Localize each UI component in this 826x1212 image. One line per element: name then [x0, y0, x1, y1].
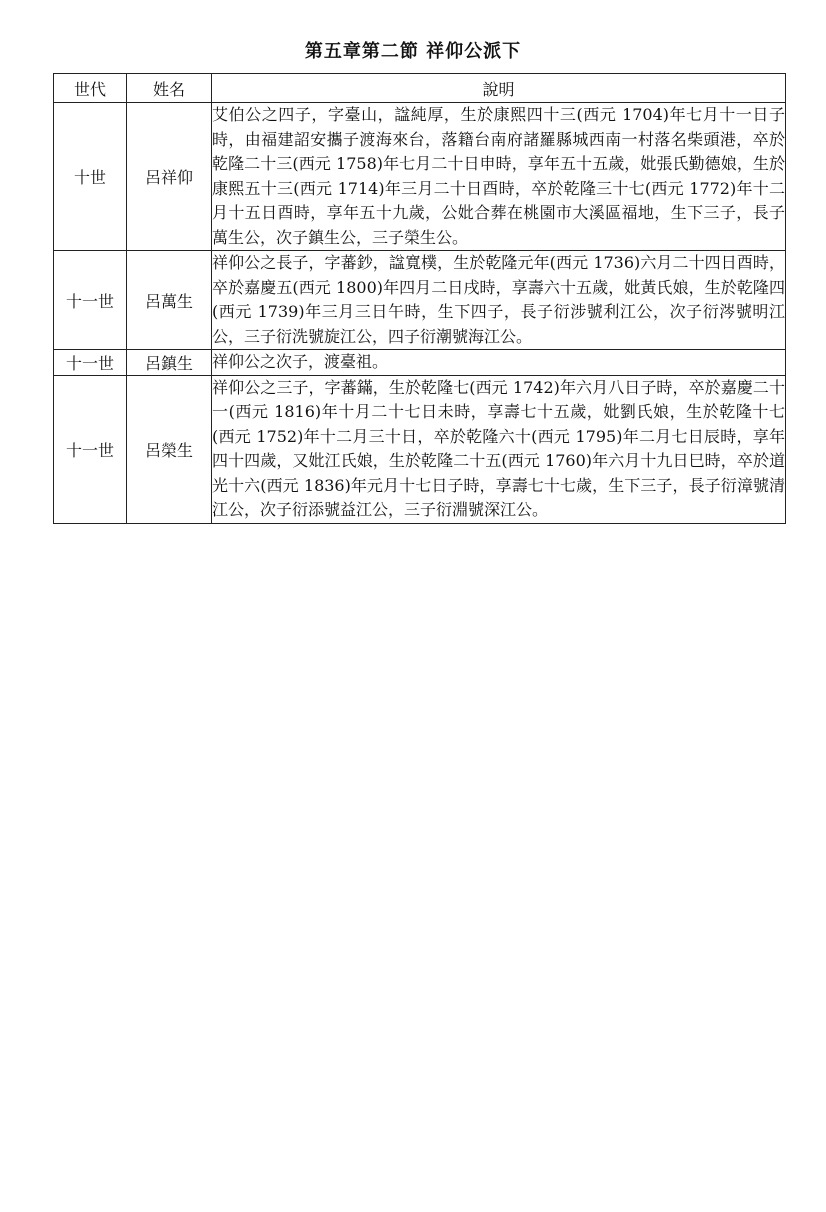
section-title: 第五章第二節 祥仰公派下 [304, 41, 522, 62]
description-cell: 祥仰公之長子，字蕃鈔，諡寬樸，生於乾隆元年(西元 1736)六月二十四日酉時，卒於嘉慶五(西元 1800)年四月二日戌時，享壽六十五歲，妣黃氏娘，生於乾隆四(西元 1739)年三月三日午時，生下四子，長子衍涉號利江公，次子衍涔號明江公，三子衍洗號旋江公，四子衍潮號海江公。 [212, 251, 786, 350]
table-header-row [54, 74, 786, 103]
generation-cell: 十世 [54, 103, 127, 251]
table-row [54, 251, 786, 350]
name-cell: 呂萬生 [127, 251, 212, 350]
genealogy-table [53, 73, 786, 524]
header-description: 說明 [212, 74, 786, 103]
name-cell: 呂鎮生 [127, 350, 212, 376]
name-cell: 呂榮生 [127, 375, 212, 523]
header-name: 姓名 [127, 74, 212, 103]
table-row [54, 350, 786, 376]
table-row [54, 375, 786, 523]
table-row [54, 103, 786, 251]
name-cell: 呂祥仰 [127, 103, 212, 251]
generation-cell: 十一世 [54, 251, 127, 350]
header-generation: 世代 [54, 74, 127, 103]
generation-cell: 十一世 [54, 375, 127, 523]
generation-cell: 十一世 [54, 350, 127, 376]
description-cell: 艾伯公之四子，字臺山，諡純厚，生於康熙四十三(西元 1704)年七月十一日子時，由福建詔安攜子渡海來台，落籍台南府諸羅縣城西南一村落名柴頭港，卒於乾隆二十三(西元 1758)年七月二十日申時，享年五十五歲，妣張氏勤德娘，生於康熙五十三(西元 1714)年三月二十日酉時，卒於乾隆三十七(西元 1772)年十二月十五日酉時，享年五十九歲，公妣合葬在桃園市大溪區福地，生下三子，長子萬生公，次子鎮生公，三子榮生公。 [212, 103, 786, 251]
description-cell: 祥仰公之三子，字蕃鏋，生於乾隆七(西元 1742)年六月八日子時，卒於嘉慶二十一(西元 1816)年十月二十七日未時，享壽七十五歲，妣劉氏娘，生於乾隆十七(西元 1752)年十二月三十日，卒於乾隆六十(西元 1795)年二月七日辰時，享年四十四歲，又妣江氏娘，生於乾隆二十五(西元 1760)年六月十九日巳時，卒於道光十六(西元 1836)年元月十七日子時，享壽七十七歲，生下三子，長子衍漳號清江公，次子衍添號益江公，三子衍淵號深江公。 [212, 375, 786, 523]
description-cell: 祥仰公之次子，渡臺祖。 [212, 350, 786, 376]
